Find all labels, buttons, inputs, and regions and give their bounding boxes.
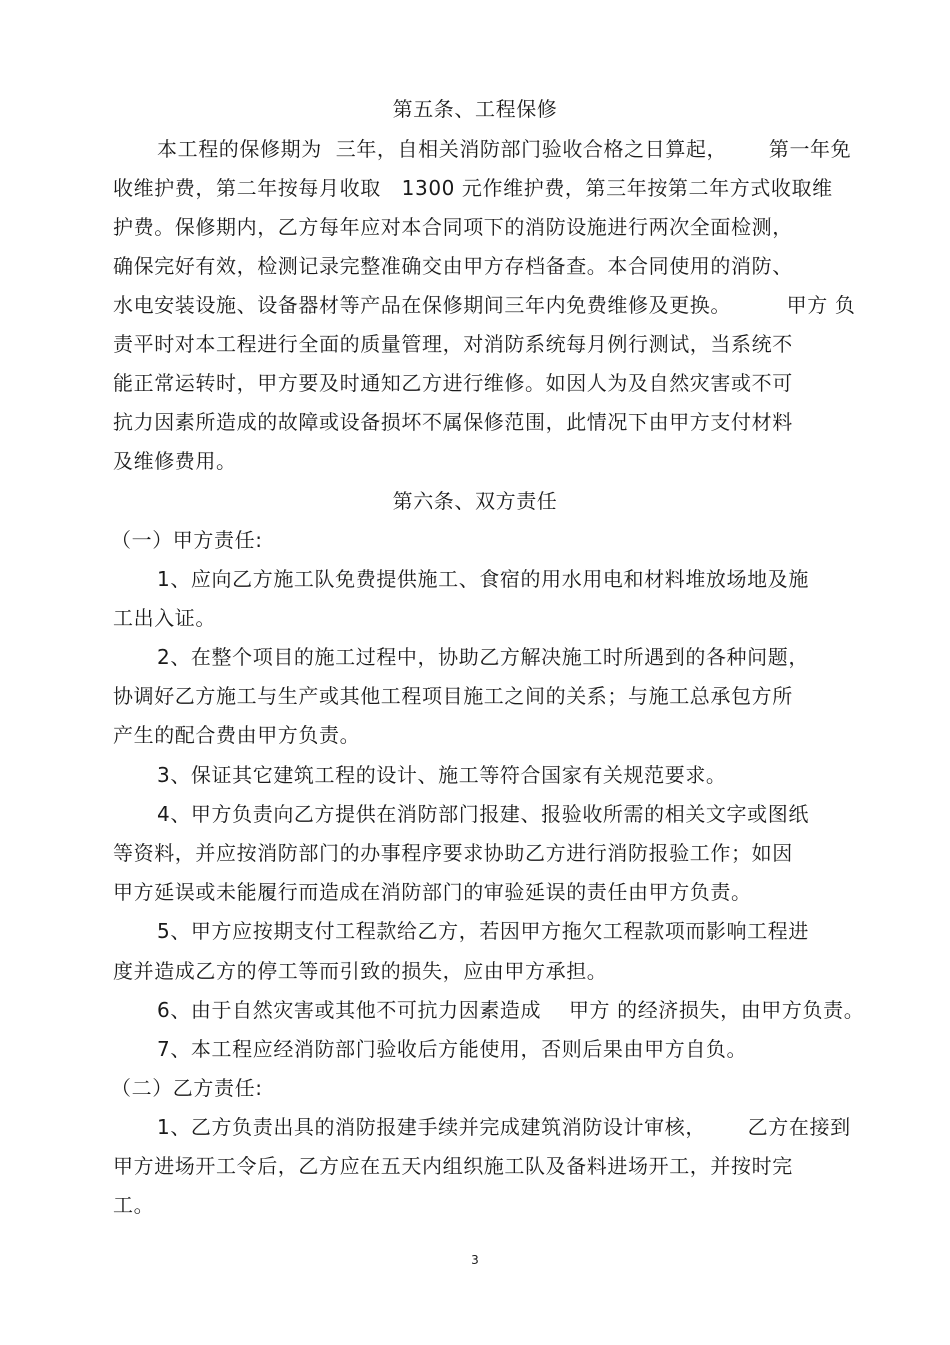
section-5-line-2: 收维护费，第二年按每月收取 1300 元作维护费，第三年按第二年方式收取维 xyxy=(113,176,833,200)
party-a-item-2-line-3: 产生的配合费由甲方负责。 xyxy=(113,723,361,747)
section-5-line-6: 责平时对本工程进行全面的质量管理，对消防系统每月例行测试，当系统不 xyxy=(113,332,793,356)
page-number: 3 xyxy=(471,1253,479,1267)
party-a-heading: （一）甲方责任: xyxy=(111,528,263,552)
party-b-item-1-line-3: 工。 xyxy=(113,1193,155,1217)
party-a-item-4-line-3: 甲方延误或未能履行而造成在消防部门的审验延误的责任由甲方负责。 xyxy=(113,880,752,904)
party-b-heading: （二）乙方责任: xyxy=(111,1076,263,1100)
party-a-item-5-line-2: 度并造成乙方的停工等而引致的损失，应由甲方承担。 xyxy=(113,959,608,983)
party-a-item-5-line-1: 5、甲方应按期支付工程款给乙方，若因甲方拖欠工程款项而影响工程进 xyxy=(157,919,809,943)
party-a-item-6: 6、由于自然灾害或其他不可抗力因素造成 甲方 的经济损失，由甲方负责。 xyxy=(157,998,865,1022)
party-a-item-2-line-1: 2、在整个项目的施工过程中，协助乙方解决施工时所遇到的各种问题， xyxy=(157,645,809,669)
party-b-item-1-line-1: 1、乙方负责出具的消防报建手续并完成建筑消防设计审核， 乙方在接到 xyxy=(157,1115,851,1139)
section-5-line-5: 水电安装设施、设备器材等产品在保修期间三年内免费维修及更换。 甲方 负 xyxy=(113,293,856,317)
party-a-item-4-line-1: 4、甲方负责向乙方提供在消防部门报建、报验收所需的相关文字或图纸 xyxy=(157,802,809,826)
section-5-line-7: 能正常运转时，甲方要及时通知乙方进行维修。如因人为及自然灾害或不可 xyxy=(113,371,793,395)
party-a-item-7: 7、本工程应经消防部门验收后方能使用，否则后果由甲方自负。 xyxy=(157,1037,748,1061)
section-5-line-8: 抗力因素所造成的故障或设备损坏不属保修范围，此情况下由甲方支付材料 xyxy=(113,410,793,434)
party-a-item-1-line-1: 1、应向乙方施工队免费提供施工、食宿的用水用电和材料堆放场地及施 xyxy=(157,567,809,591)
party-a-item-2-line-2: 协调好乙方施工与生产或其他工程项目施工之间的关系；与施工总承包方所 xyxy=(113,684,793,708)
section-5-line-9: 及维修费用。 xyxy=(113,449,237,473)
section-5-line-3: 护费。保修期内，乙方每年应对本合同项下的消防设施进行两次全面检测， xyxy=(113,215,793,239)
section-5-line-4: 确保完好有效，检测记录完整准确交由甲方存档备查。本合同使用的消防、 xyxy=(113,254,793,278)
party-b-item-1-line-2: 甲方进场开工令后，乙方应在五天内组织施工队及备料进场开工，并按时完 xyxy=(113,1154,793,1178)
party-a-item-1-line-2: 工出入证。 xyxy=(113,606,216,630)
section-6-title: 第六条、双方责任 xyxy=(392,489,558,513)
party-a-item-3: 3、保证其它建筑工程的设计、施工等符合国家有关规范要求。 xyxy=(157,763,727,787)
section-5-title: 第五条、工程保修 xyxy=(392,97,558,121)
party-a-item-4-line-2: 等资料，并应按消防部门的办事程序要求协助乙方进行消防报验工作；如因 xyxy=(113,841,793,865)
section-5-line-1: 本工程的保修期为 三年，自相关消防部门验收合格之日算起， 第一年免 xyxy=(157,137,852,161)
